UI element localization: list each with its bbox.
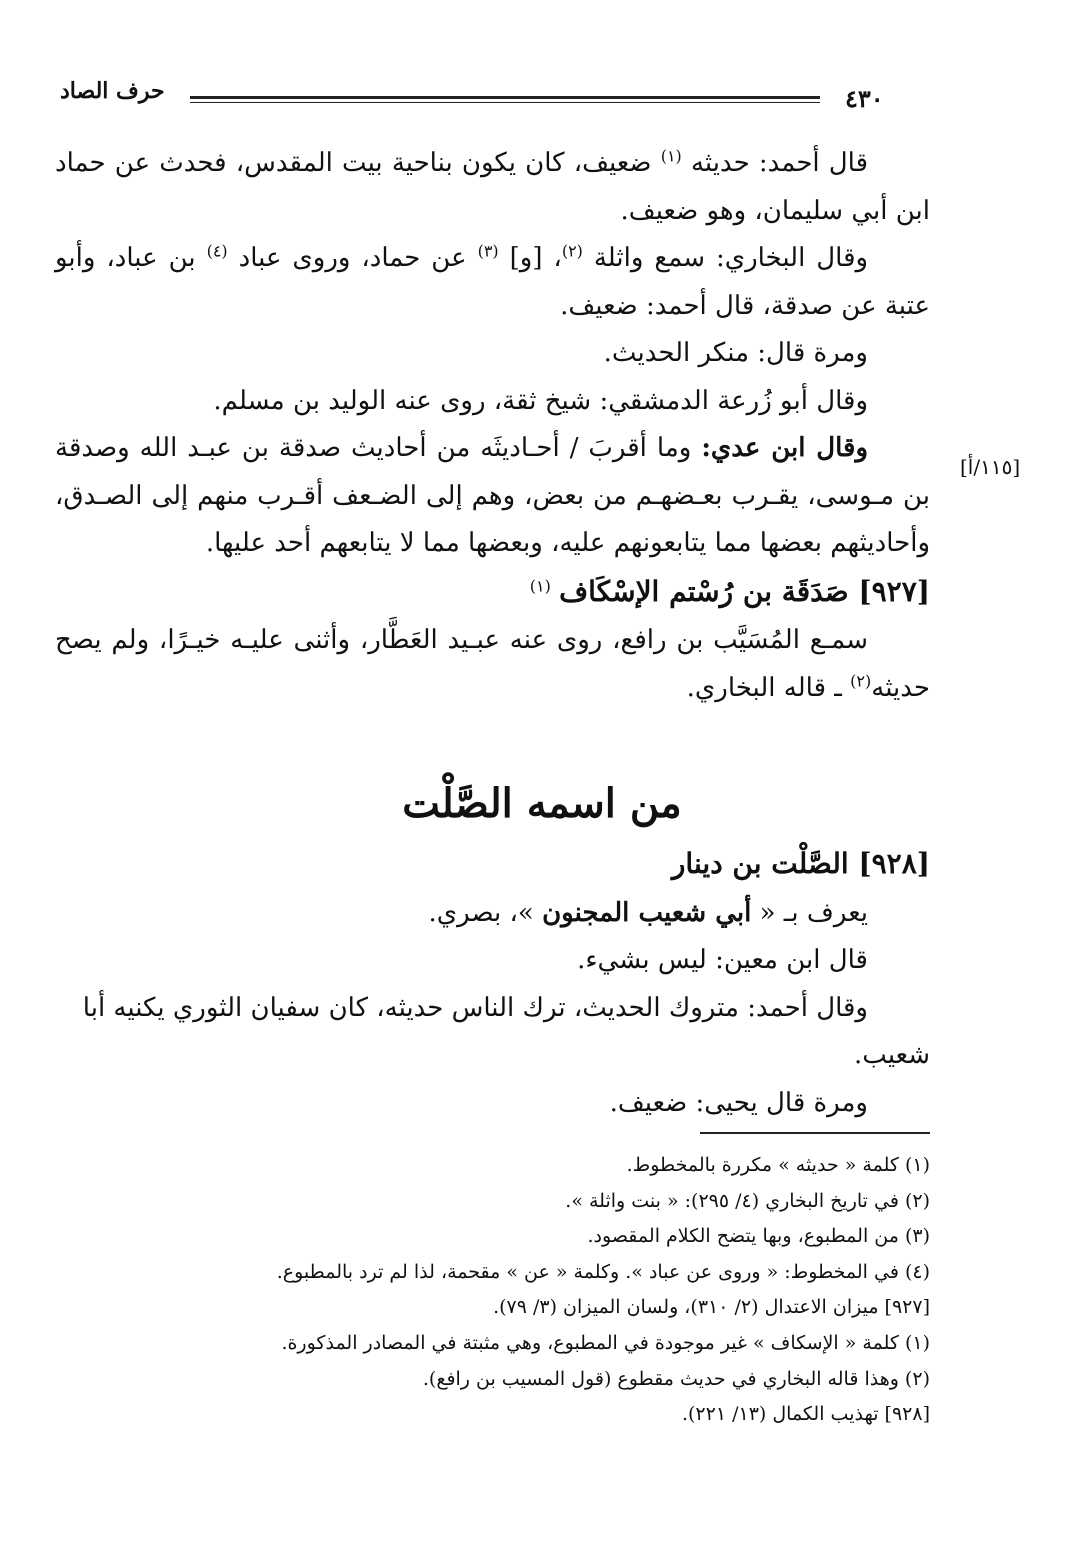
text-run: ، [و] xyxy=(509,243,562,273)
footnote-marker: (٢) xyxy=(561,241,583,261)
manuscript-folio-reference: [١١٥/أ] xyxy=(960,455,1021,479)
main-text-continued xyxy=(55,840,930,1127)
footnote-separator xyxy=(700,1132,930,1134)
footnote-marker: (٤) xyxy=(206,241,228,261)
paragraph-kunya xyxy=(55,890,930,938)
running-header-title: حرف الصاد xyxy=(60,78,165,104)
text-run: ضعيف، كان يكون بناحية بيت المقدس، فحدث عن حماد ابن أبي سليمان، وهو ضعيف. xyxy=(55,148,930,226)
paragraph-yahya: ومرة قال يحيى: ضعيف. xyxy=(609,1087,868,1118)
paragraph-ibn-adi xyxy=(55,425,930,568)
footnotes xyxy=(60,1148,930,1433)
footnote-source: [٩٢٨] تهذيب الكمال (١٣/ ٢٢١). xyxy=(681,1403,930,1426)
paragraph-ahmad xyxy=(55,140,930,235)
speaker-label: وقال ابن عدي: xyxy=(701,433,869,463)
entry-927-heading xyxy=(55,568,930,618)
text-run: يعرف بـ « xyxy=(759,897,868,928)
footnote: (٢) في تاريخ البخاري (٤/ ٢٩٥): « بنت واثلة ». xyxy=(565,1189,930,1212)
paragraph-entry-927 xyxy=(55,617,930,712)
footnote: (٤) في المخطوط: « وروى عن عباد ». وكلمة « عن » مقحمة، لذا لم ترد بالمطبوع. xyxy=(276,1260,930,1283)
paragraph-ibn-main: قال ابن معين: ليس بشيء. xyxy=(577,945,868,975)
header-rule xyxy=(190,96,820,103)
footnote-marker: (١) xyxy=(529,575,551,595)
text-run: ـ قاله البخاري. xyxy=(686,672,842,703)
entry-928-heading xyxy=(55,840,930,890)
paragraph-abu-zura: وقال أبو زُرعة الدمشقي: شيخ ثقة، روى عنه الوليد بن مسلم. xyxy=(213,385,868,416)
paragraph-ahmad-matruk: وقال أحمد: متروك الحديث، ترك الناس حديثه، كان سفيان الثوري يكنيه أبا شعيب. xyxy=(82,992,930,1070)
paragraph-munkar: ومرة قال: منكر الحديث. xyxy=(603,338,868,368)
text-run: سمـع المُسَيَّب بن رافع، روى عنه عبـيد العَطَّار، وأثنى عليـه خيـرًا، ولم يصح حديثه xyxy=(55,625,930,703)
footnote: (١) كلمة « حديثه » مكررة بالمخطوط. xyxy=(626,1154,930,1176)
text-run: وقال البخاري: سمع واثلة xyxy=(593,243,869,273)
footnote-marker: (٣) xyxy=(477,241,499,261)
kunya-name: أبي شعيب المجنون xyxy=(542,897,752,928)
paragraph-bukhari xyxy=(55,235,930,330)
page-number: ٤٣٠ xyxy=(845,84,884,113)
footnote-marker: (٢) xyxy=(850,670,872,690)
text-run: بن عباد، وأبو عتبة عن صدقة، قال أحمد: ضعيف. xyxy=(55,243,930,321)
text-run: عن حماد، وروى عباد xyxy=(238,243,467,273)
text-run: قال أحمد: حديثه xyxy=(690,148,869,178)
text-run: »، بصري. xyxy=(428,897,534,928)
footnote: (٢) وهذا قاله البخاري في حديث مقطوع (قول المسيب بن رافع). xyxy=(422,1367,930,1390)
footnote: (٣) من المطبوع، وبها يتضح الكلام المقصود. xyxy=(587,1225,930,1248)
section-heading: من اسمه الصَّلْت xyxy=(402,780,682,827)
footnote-marker: (١) xyxy=(660,146,682,166)
text-run: وما أقربَ / أحـاديثَه من أحاديث صدقة بن عبـد الله وصدقة بن مـوسى، يقـرب بعـضهـم من بعض، وهم إلى الضـعف أقـرب منهم إلى الصـدق، وأحاديثهم بعضها مما يتابعونهم عليه، وبعضها مما لا يتابعهم أحد عليها. xyxy=(55,433,930,558)
main-text xyxy=(55,140,930,712)
entry-title: [٩٢٨] الصَّلْت بن دينار xyxy=(671,847,930,880)
footnote: (١) كلمة « الإسكاف » غير موجودة في المطبوع، وهي مثبتة في المصادر المذكورة. xyxy=(281,1331,930,1354)
footnote-source: [٩٢٧] ميزان الاعتدال (٢/ ٣١٠)، ولسان الميزان (٣/ ٧٩). xyxy=(493,1296,930,1319)
entry-title: [٩٢٧] صَدَقَة بن رُسْتم الإسْكَاف xyxy=(559,574,930,608)
